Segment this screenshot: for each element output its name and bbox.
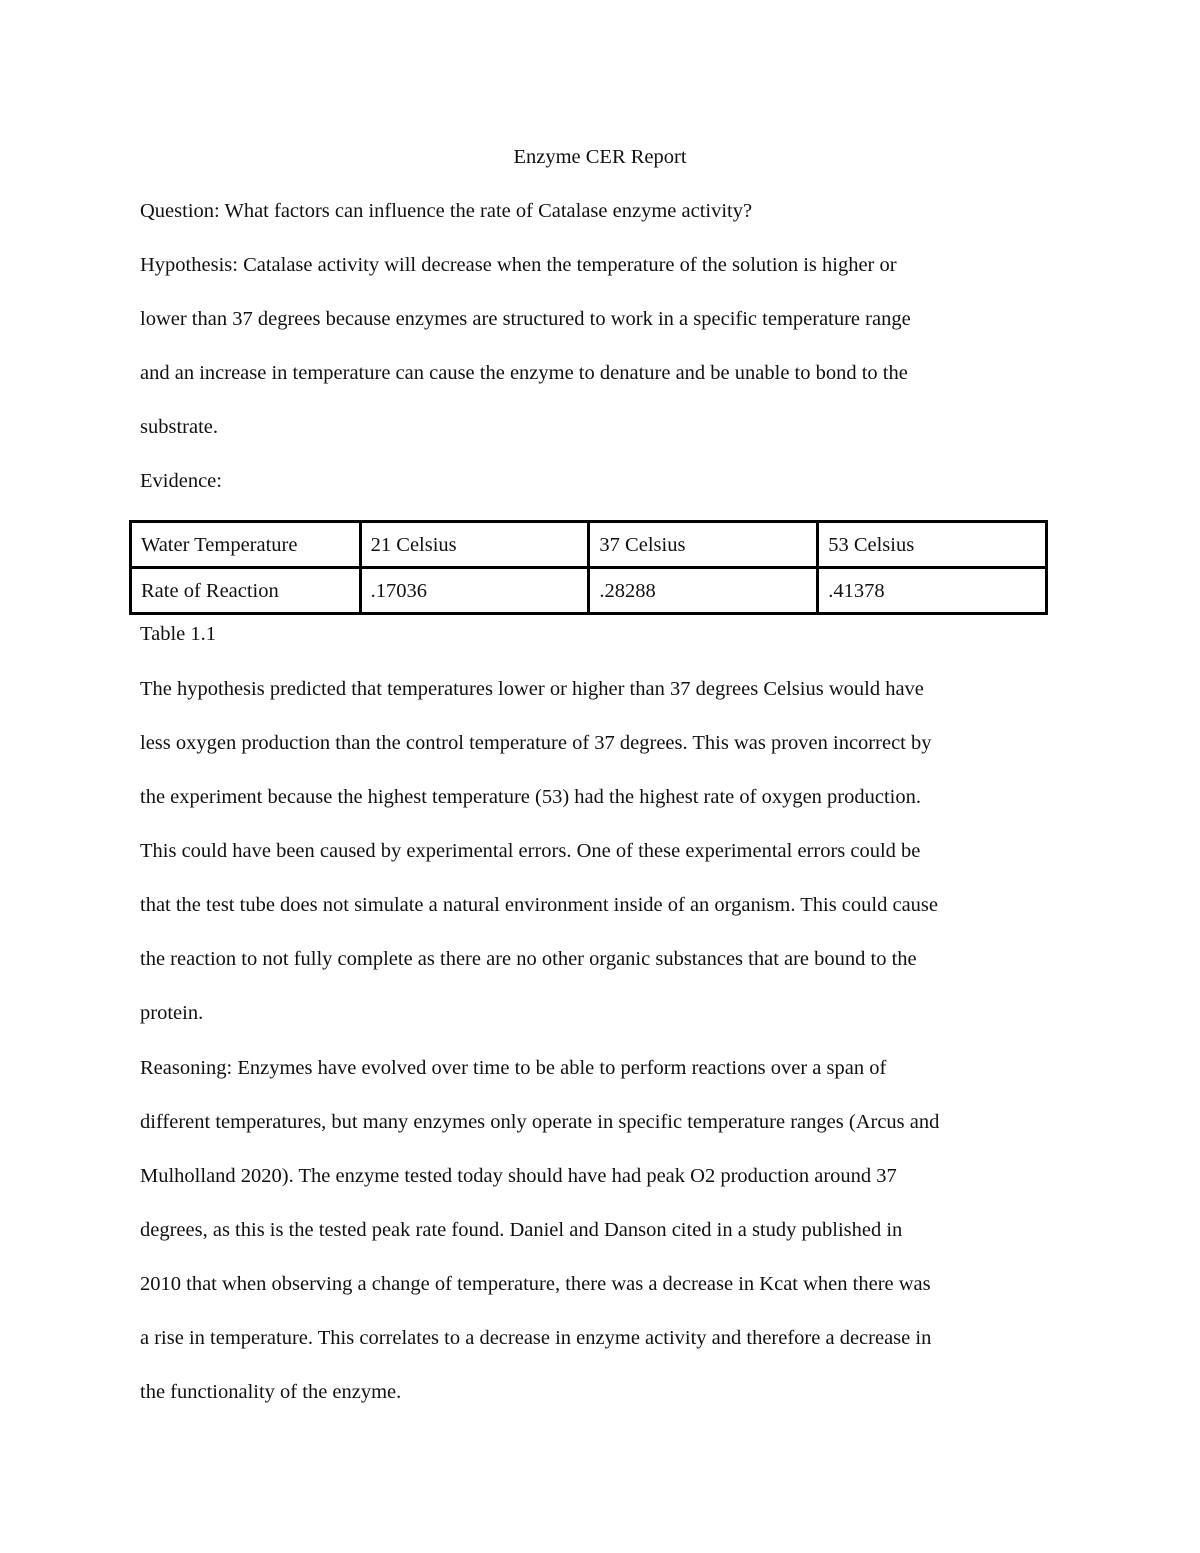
table-cell: Rate of Reaction <box>131 568 361 614</box>
claim-line: the reaction to not fully complete as there are no other organic substances that are bound to the <box>140 948 917 970</box>
reasoning-line: Mulholland 2020). The enzyme tested today should have had peak O2 production around 37 <box>140 1165 897 1187</box>
claim-line: This could have been caused by experimental errors. One of these experimental errors could be <box>140 840 921 862</box>
reasoning-line: a rise in temperature. This correlates to a decrease in enzyme activity and therefore a decrease in <box>140 1327 932 1349</box>
question-line: Question: What factors can influence the rate of Catalase enzyme activity? <box>140 200 753 222</box>
claim-line: the experiment because the highest temperature (53) had the highest rate of oxygen production. <box>140 786 922 808</box>
claim-line: that the test tube does not simulate a natural environment inside of an organism. This could cause <box>140 894 938 916</box>
reasoning-line: Reasoning: Enzymes have evolved over time to be able to perform reactions over a span of <box>140 1057 887 1079</box>
table-cell: Water Temperature <box>131 522 361 568</box>
hypothesis-line: and an increase in temperature can cause the enzyme to denature and be unable to bond to the <box>140 362 908 384</box>
hypothesis-line: Hypothesis: Catalase activity will decrease when the temperature of the solution is higher or <box>140 254 897 276</box>
table-cell: .17036 <box>360 568 589 614</box>
table-caption: Table 1.1 <box>140 623 216 645</box>
table-cell: 21 Celsius <box>360 522 589 568</box>
table-row <box>131 568 1047 614</box>
evidence-table <box>129 520 1048 615</box>
claim-paragraph <box>140 675 1070 1053</box>
reasoning-line: the functionality of the enzyme. <box>140 1381 402 1403</box>
question-text <box>140 197 1070 225</box>
claim-line: less oxygen production than the control temperature of 37 degrees. This was proven incorrect by <box>140 732 932 754</box>
table-cell: .41378 <box>818 568 1047 614</box>
evidence-label: Evidence: <box>140 470 222 492</box>
evidence-heading <box>140 467 1070 495</box>
reasoning-paragraph <box>140 1054 1070 1432</box>
table-cell: .28288 <box>589 568 818 614</box>
table-cell: 37 Celsius <box>589 522 818 568</box>
table-row <box>131 522 1047 568</box>
hypothesis-line: substrate. <box>140 416 218 438</box>
reasoning-line: different temperatures, but many enzymes only operate in specific temperature ranges (Arcus and <box>140 1111 940 1133</box>
claim-line: The hypothesis predicted that temperatures lower or higher than 37 degrees Celsius would have <box>140 678 924 700</box>
hypothesis-line: lower than 37 degrees because enzymes are structured to work in a specific temperature range <box>140 308 911 330</box>
reasoning-line: degrees, as this is the tested peak rate found. Daniel and Danson cited in a study published in <box>140 1219 903 1241</box>
claim-line: protein. <box>140 1002 204 1024</box>
page-title: Enzyme CER Report <box>513 146 687 168</box>
table-cell: 53 Celsius <box>818 522 1047 568</box>
hypothesis-paragraph <box>140 251 1070 467</box>
reasoning-line: 2010 that when observing a change of temperature, there was a decrease in Kcat when there was <box>140 1273 931 1295</box>
